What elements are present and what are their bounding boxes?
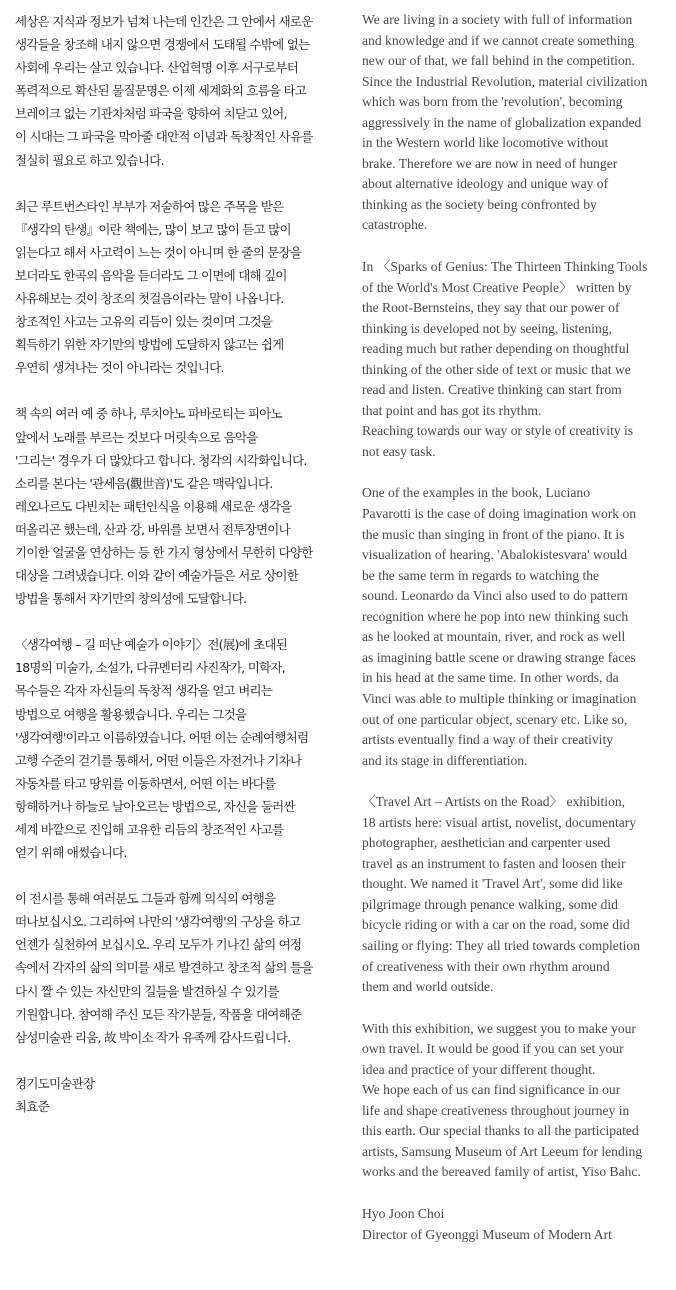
korean-text-line: 기원합니다. 참여해 주신 모든 작가분들, 작품을 대여해준 — [15, 1006, 302, 1022]
english-text-line: in the Western world like locomotive without — [362, 135, 609, 151]
english-text-line: own travel. It would be good if you can set your — [362, 1041, 624, 1057]
korean-text-line: 폭력적으로 확산된 물질문명은 이제 세계화의 흐름을 타고 — [15, 83, 307, 99]
english-text-line: pilgrimage through penance walking, some did — [362, 896, 618, 912]
english-text-line: in his head at the same time. In other words, da — [362, 670, 619, 686]
korean-signature — [15, 1072, 345, 1118]
korean-text-line: '그리는' 경우가 더 많았다고 합니다. 청각의 시각화입니다. — [15, 452, 307, 468]
korean-paragraph-4 — [15, 633, 345, 864]
english-text-line: aggressively in the name of globalization expanded — [362, 114, 642, 130]
english-text-line: the music than singing in front of the piano. It is — [362, 526, 625, 542]
english-text-line: of creativeness with their own rhythm around — [362, 958, 610, 974]
english-text-line: works and the bereaved family of artist, Yiso Bahc. — [362, 1164, 641, 1180]
korean-text-line: 보더라도 한곡의 음악을 듣더라도 그 이면에 대해 깊이 — [15, 267, 287, 283]
english-text-line: this earth. Our special thanks to all the participated — [362, 1123, 639, 1139]
korean-text-line: 떠올리곤 했는데, 산과 강, 바위를 보면서 전투장면이나 — [15, 521, 290, 537]
english-text-line: out of one particular object, scenary etc. Like so, — [362, 711, 628, 727]
korean-text-line: 목수들은 각자 자신들의 독창적 생각을 얻고 벼리는 — [15, 683, 273, 699]
korean-text-line: 고행 수준의 걷기를 통해서, 어떤 이들은 자전거나 기차나 — [15, 752, 302, 768]
english-text-line: One of the examples in the book, Luciano — [362, 485, 591, 501]
korean-text-line: 절실히 필요로 하고 있습니다. — [15, 152, 164, 168]
korean-signature-title: 경기도미술관장 — [15, 1075, 95, 1091]
english-paragraph-3 — [362, 483, 667, 771]
korean-text-line: 방법으로 여행을 활용했습니다. 우리는 그것을 — [15, 706, 247, 722]
english-text-line: Vinci was able to multiple thinking or imagination — [362, 690, 637, 706]
english-signature — [362, 1204, 667, 1245]
korean-text-line: 소리를 본다는 '관세음(觀世音)'도 같은 맥락입니다. — [15, 475, 273, 491]
korean-text-line: 속에서 각자의 삶의 의미를 새로 발견하고 창조적 삶의 틀을 — [15, 960, 313, 976]
korean-text-line: '생각여행'이라고 이름하였습니다. 어떤 이는 순례여행처럼 — [15, 729, 309, 745]
korean-text-line: 18명의 미술가, 소설가, 다큐멘터리 사진작가, 미학자, — [15, 660, 285, 676]
korean-text-line: 얻기 위해 애썼습니다. — [15, 845, 127, 861]
english-text-line: sailing or flying: They all tried towards completion — [362, 937, 640, 953]
english-text-line: With this exhibition, we suggest you to make your — [362, 1020, 636, 1036]
english-text-line: them and world outside. — [362, 979, 494, 995]
korean-paragraph-5 — [15, 887, 345, 1049]
english-text-line: We hope each of us can find significance in our — [362, 1082, 621, 1098]
korean-text-line: 언젠가 실천하여 보십시오. 우리 모두가 기나긴 삶의 여정 — [15, 937, 302, 953]
english-text-line: life and shape creativeness throughout journey in — [362, 1102, 630, 1118]
english-text-line: which was born from the 'revolution', becoming — [362, 94, 623, 110]
korean-text-line: 이 시대는 그 파국을 막아줄 대안적 이념과 독창적인 사유를 — [15, 129, 313, 145]
english-signature-title: Hyo Joon Choi — [362, 1205, 445, 1221]
english-text-line: read and listen. Creative thinking can start from — [362, 382, 622, 398]
english-text-line: the Root-Bernsteins, they say that our power of — [362, 300, 620, 316]
english-text-line: new our of that, we fall behind in the competition. — [362, 53, 635, 69]
korean-text-line: 창조적인 사고는 고유의 리듬이 있는 것이며 그것을 — [15, 314, 273, 330]
korean-text-line: 〈생각여행 – 길 떠난 예술가 이야기〉전(展)에 초대된 — [15, 637, 288, 653]
english-text-line: as he looked at mountain, river, and rock as well — [362, 629, 626, 645]
korean-text-line: 삼성미술관 리움, 故 박이소 작가 유족께 감사드립니다. — [15, 1029, 291, 1045]
korean-text-line: 자동차를 타고 땅위를 이동하면서, 어떤 이는 바다를 — [15, 775, 276, 791]
korean-text-line: 생각들을 창조해 내지 않으면 경쟁에서 도태될 수밖에 없는 — [15, 37, 310, 53]
korean-text-line: 세계 바깥으로 진입해 고유한 리듬의 창조적인 사고를 — [15, 822, 284, 837]
english-paragraph-2 — [362, 257, 667, 462]
korean-text-line: 떠나보십시오. 그리하여 나만의 '생각여행'의 구상을 하고 — [15, 914, 301, 930]
korean-text-line: 브레이크 없는 기관차처럼 파국을 향하여 치닫고 있어, — [15, 106, 287, 122]
english-column — [362, 10, 667, 1266]
english-text-line: recognition where he pop into new thinking such — [362, 608, 629, 624]
korean-text-line: 대상을 그려냈습니다. 이와 같이 예술가들은 서로 상이한 — [15, 568, 299, 584]
korean-paragraph-2 — [15, 195, 345, 380]
english-text-line: bicycle riding or with a car on the road, some did — [362, 917, 630, 933]
korean-paragraph-3 — [15, 402, 345, 610]
korean-text-line: 획득하기 위한 자기만의 방법에 도달하지 않고는 쉽게 — [15, 337, 284, 353]
korean-text-line: 읽는다고 해서 사고력이 느는 것이 아니며 한 줄의 문장을 — [15, 244, 302, 260]
english-text-line: not easy task. — [362, 443, 436, 459]
english-text-line: In 〈Sparks of Genius: The Thirteen Thinking Tools — [362, 259, 648, 275]
korean-text-line: 사회에 우리는 살고 있습니다. 산업혁명 이후 서구로부터 — [15, 60, 299, 76]
korean-text-line: 항해하거나 하늘로 날아오르는 방법으로, 자신을 둘러싼 — [15, 798, 295, 814]
english-text-line: thinking of the other side of text or music that we — [362, 361, 631, 377]
english-text-line: thinking is developed not by seeing, listening, — [362, 320, 612, 336]
english-text-line: Since the Industrial Revolution, material civilization — [362, 73, 648, 89]
korean-text-line: 세상은 지식과 정보가 넘쳐 나는데 인간은 그 안에서 새로운 — [15, 14, 313, 29]
english-text-line: be the same term in regards to watching the — [362, 567, 600, 583]
korean-signature-name: 최효준 — [15, 1098, 49, 1114]
english-text-line: visualization of hearing. 'Abalokistesvara' would — [362, 547, 627, 563]
korean-column — [15, 10, 345, 1141]
english-text-line: travel as an instrument to fasten and loosen their — [362, 855, 626, 871]
korean-text-line: 기이한 얼굴을 연상하는 등 한 가지 형상에서 무한히 다양한 — [15, 544, 313, 560]
korean-text-line: 앞에서 노래를 부르는 것보다 머릿속으로 음악을 — [15, 429, 258, 445]
korean-text-line: 우연히 생겨나는 것이 아니라는 것입니다. — [15, 360, 224, 376]
english-paragraph-4 — [362, 792, 667, 997]
english-text-line: We are living in a society with full of information — [362, 12, 633, 27]
english-text-line: sound. Leonardo da Vinci also used to do pattern — [362, 588, 628, 604]
korean-paragraph-1 — [15, 10, 345, 172]
english-signature-name: Director of Gyeonggi Museum of Modern Art — [362, 1226, 612, 1242]
english-text-line: catastrophe. — [362, 217, 428, 233]
english-text-line: idea and practice of your different thought. — [362, 1061, 596, 1077]
english-text-line: and its stage in differentiation. — [362, 752, 528, 768]
english-text-line: artists eventually find a way of their creativity — [362, 732, 614, 748]
english-text-line: Reaching towards our way or style of creativity is — [362, 423, 634, 439]
korean-text-line: 이 전시를 통해 여러분도 그들과 함께 의식의 여행을 — [15, 891, 276, 907]
english-text-line: that point and has got its rhythm. — [362, 402, 542, 418]
english-text-line: artists, Samsung Museum of Art Leeum for lending — [362, 1143, 643, 1159]
english-text-line: brake. Therefore we are now in need of hunger — [362, 155, 618, 171]
english-text-line: Pavarotti is the case of doing imagination work on — [362, 506, 637, 522]
korean-text-line: 책 속의 여러 예 중 하나, 루치아노 파바로티는 피아노 — [15, 406, 282, 422]
english-text-line: 18 artists here: visual artist, novelist, documentary — [362, 814, 637, 830]
english-text-line: and knowledge and if we cannot create something — [362, 32, 635, 48]
korean-text-line: 방법을 통해서 자기만의 창의성에 도달합니다. — [15, 591, 247, 607]
english-paragraph-1 — [362, 10, 667, 236]
korean-text-line: 『생각의 탄생』이란 책에는, 많이 보고 많이 듣고 많이 — [15, 221, 291, 237]
korean-text-line: 레오나르도 다빈치는 패턴인식을 이용해 새로운 생각을 — [15, 498, 292, 514]
english-text-line: of the World's Most Creative People〉 written by — [362, 279, 632, 295]
korean-text-line: 다시 짤 수 있는 자신만의 길들을 발견하실 수 있기를 — [15, 983, 279, 999]
english-text-line: 〈Travel Art – Artists on the Road〉 exhibition, — [362, 794, 626, 810]
korean-text-line: 최근 루트번스타인 부부가 저술하여 많은 주목을 받은 — [15, 198, 284, 214]
english-text-line: thought. We named it 'Travel Art', some did like — [362, 876, 623, 892]
english-text-line: about alternative ideology and unique way of — [362, 176, 609, 192]
english-text-line: thinking as the society being confronted by — [362, 196, 597, 212]
english-text-line: reading much but rather depending on thoughtful — [362, 341, 630, 357]
english-text-line: photographer, aesthetician and carpenter used — [362, 835, 611, 851]
english-text-line: as imagining battle scene or drawing strange faces — [362, 649, 636, 665]
english-paragraph-5 — [362, 1019, 667, 1183]
korean-text-line: 사유해보는 것이 창조의 첫걸음이라는 말이 나옵니다. — [15, 291, 284, 307]
